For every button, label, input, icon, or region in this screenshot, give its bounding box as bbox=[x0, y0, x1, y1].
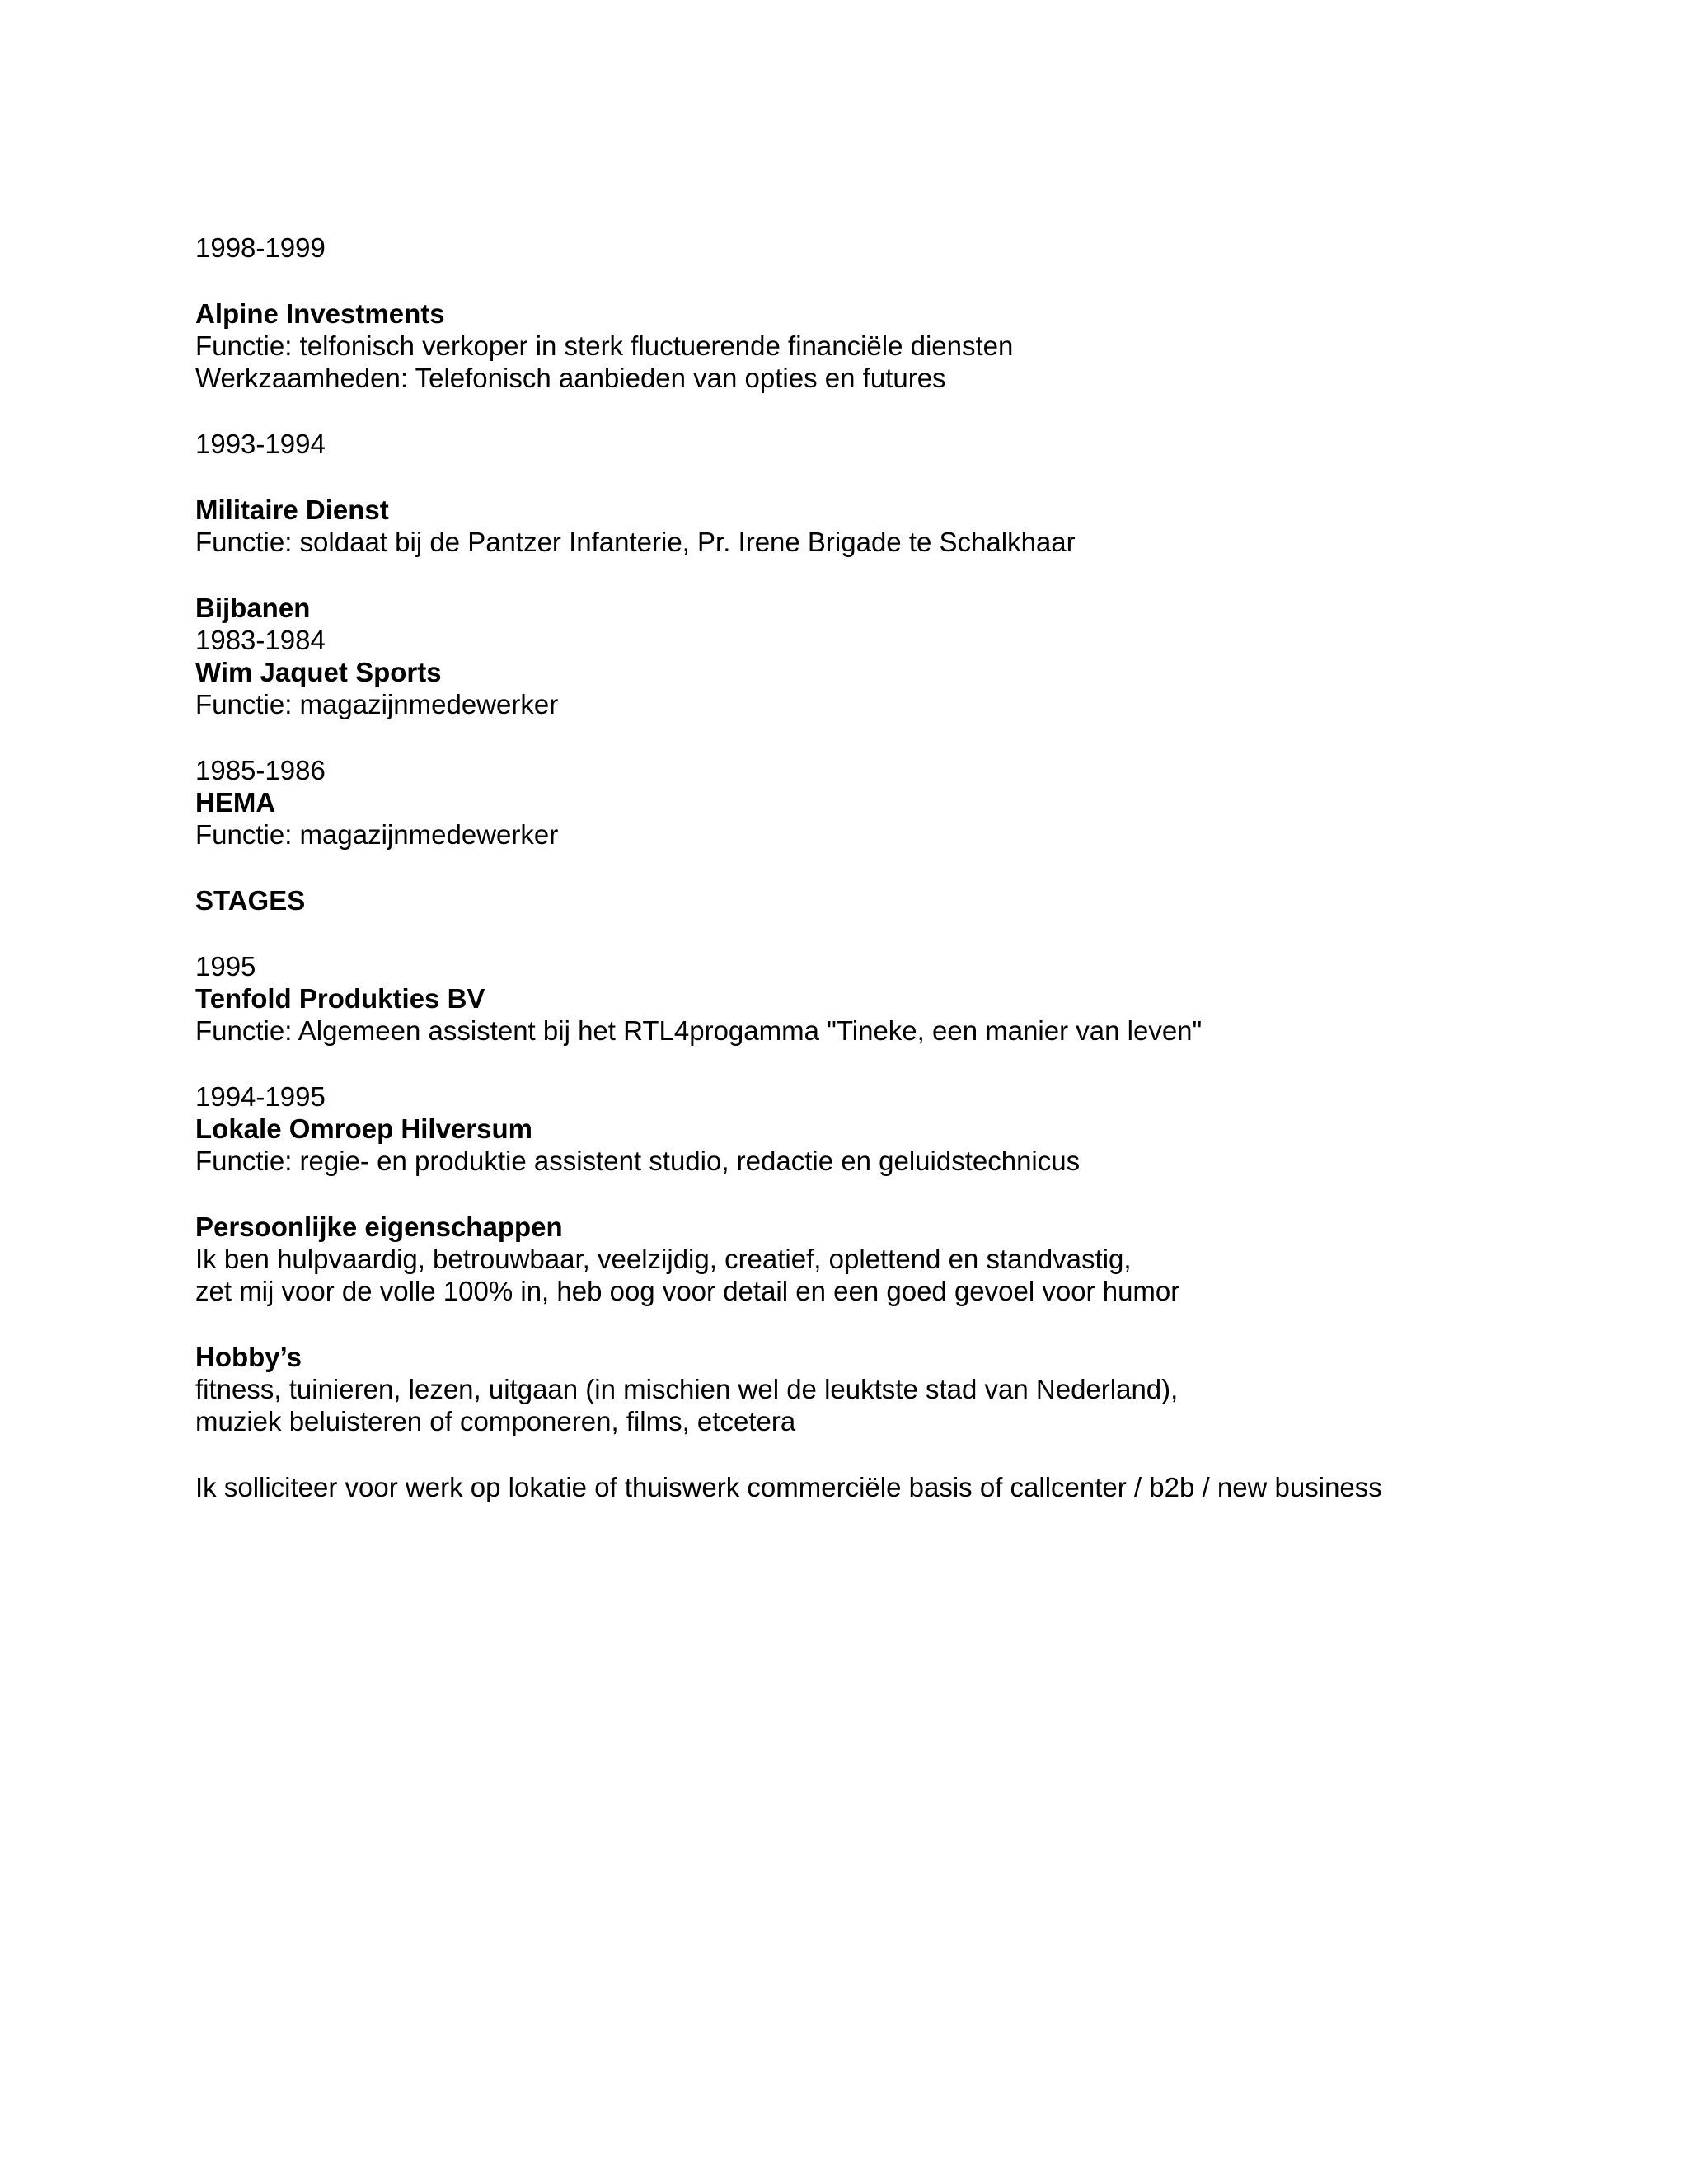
internship-period: 1995 bbox=[195, 951, 256, 982]
spacer bbox=[195, 264, 1646, 298]
spacer bbox=[195, 851, 1646, 884]
spacer bbox=[195, 916, 1646, 950]
internship-function: Functie: regie- en produktie assistent studio, redactie en geluidstechnicus bbox=[195, 1146, 1081, 1176]
resume-content bbox=[195, 232, 1646, 1503]
spacer bbox=[195, 558, 1646, 592]
closing-statement: Ik solliciteer voor werk op lokatie of thuiswerk commerciële basis of callcenter / b2b / new business bbox=[195, 1472, 1382, 1502]
spacer bbox=[195, 1177, 1646, 1211]
internship-function: Functie: Algemeen assistent bij het RTL4progamma "Tineke, een manier van leven" bbox=[195, 1015, 1203, 1046]
side-job-company: HEMA bbox=[195, 787, 276, 818]
internship-company: Lokale Omroep Hilversum bbox=[195, 1113, 532, 1144]
internship-period: 1994-1995 bbox=[195, 1081, 326, 1112]
side-job-period: 1983-1984 bbox=[195, 625, 326, 655]
internship-company: Tenfold Produkties BV bbox=[195, 983, 485, 1014]
side-jobs-heading: Bijbanen bbox=[195, 593, 311, 623]
alpine-function: Functie: telfonisch verkoper in sterk fluctuerende financiële diensten bbox=[195, 330, 1014, 361]
spacer bbox=[195, 1047, 1646, 1080]
military-company: Militaire Dienst bbox=[195, 494, 389, 525]
personal-line: zet mij voor de volle 100% in, heb oog voor detail en een goed gevoel voor humor bbox=[195, 1276, 1180, 1306]
spacer bbox=[195, 460, 1646, 494]
side-job-company: Wim Jaquet Sports bbox=[195, 657, 442, 687]
spacer bbox=[195, 394, 1646, 428]
personal-heading: Persoonlijke eigenschappen bbox=[195, 1212, 563, 1242]
side-job-function: Functie: magazijnmedewerker bbox=[195, 819, 559, 850]
hobbies-line: muziek beluisteren of componeren, films, etcetera bbox=[195, 1406, 796, 1436]
military-period: 1993-1994 bbox=[195, 429, 326, 459]
hobbies-heading: Hobby’s bbox=[195, 1342, 302, 1372]
alpine-company: Alpine Investments bbox=[195, 298, 445, 329]
side-job-function: Functie: magazijnmedewerker bbox=[195, 689, 559, 719]
alpine-tasks: Werkzaamheden: Telefonisch aanbieden van opties en futures bbox=[195, 363, 946, 393]
alpine-period: 1998-1999 bbox=[195, 232, 326, 263]
personal-line: Ik ben hulpvaardig, betrouwbaar, veelzijdig, creatief, oplettend en standvastig, bbox=[195, 1244, 1132, 1274]
side-job-period: 1985-1986 bbox=[195, 755, 326, 785]
spacer bbox=[195, 1437, 1646, 1471]
internships-heading: STAGES bbox=[195, 885, 306, 916]
spacer bbox=[195, 720, 1646, 754]
spacer bbox=[195, 1307, 1646, 1341]
hobbies-line: fitness, tuinieren, lezen, uitgaan (in mischien wel de leuktste stad van Nederland), bbox=[195, 1374, 1179, 1404]
military-function: Functie: soldaat bij de Pantzer Infanterie, Pr. Irene Brigade te Schalkhaar bbox=[195, 527, 1076, 557]
